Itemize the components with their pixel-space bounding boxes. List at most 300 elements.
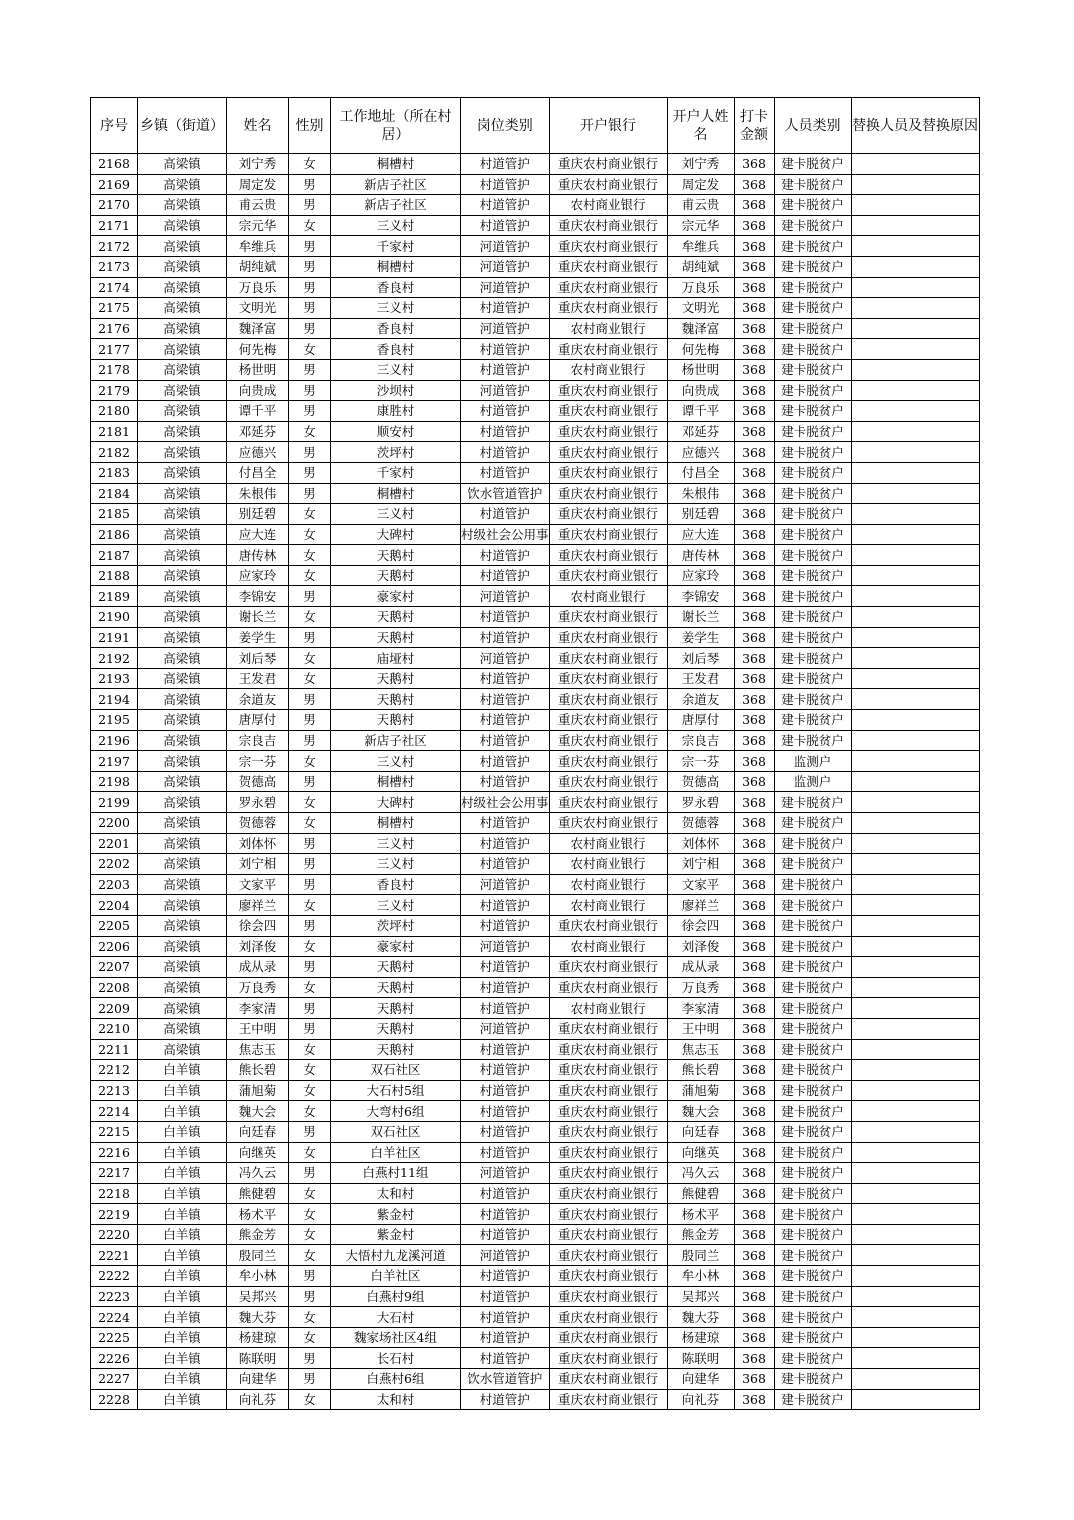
cell-amount: 368: [734, 421, 774, 442]
cell-gender: 男: [289, 998, 331, 1019]
cell-work-address: 天鹅村: [331, 668, 461, 689]
cell-work-address: 三义村: [331, 359, 461, 380]
cell-town: 高梁镇: [138, 565, 227, 586]
cell-work-address: 豪家村: [331, 936, 461, 957]
cell-town: 高梁镇: [138, 648, 227, 669]
cell-replacement: [851, 1101, 979, 1122]
cell-account-holder: 周定发: [667, 174, 734, 195]
cell-work-address: 白燕村9组: [331, 1286, 461, 1307]
cell-replacement: [851, 565, 979, 586]
cell-seq: 2219: [91, 1204, 138, 1225]
cell-post-type: 河道管护: [461, 236, 550, 257]
cell-person-category: 建卡脱贫户: [774, 256, 851, 277]
cell-work-address: 豪家村: [331, 586, 461, 607]
cell-amount: 368: [734, 195, 774, 216]
cell-name: 向廷春: [227, 1121, 289, 1142]
cell-seq: 2170: [91, 195, 138, 216]
table-row: [91, 1121, 980, 1142]
cell-amount: 368: [734, 998, 774, 1019]
cell-post-type: 村道管护: [461, 565, 550, 586]
header-amount: 打卡金额: [734, 98, 774, 154]
table-row: [91, 874, 980, 895]
cell-replacement: [851, 1039, 979, 1060]
cell-post-type: 村道管护: [461, 421, 550, 442]
cell-replacement: [851, 380, 979, 401]
cell-amount: 368: [734, 1307, 774, 1328]
cell-person-category: 建卡脱贫户: [774, 154, 851, 175]
cell-bank: 重庆农村商业银行: [549, 380, 667, 401]
cell-post-type: 河道管护: [461, 380, 550, 401]
cell-seq: 2220: [91, 1224, 138, 1245]
cell-person-category: 建卡脱贫户: [774, 524, 851, 545]
cell-town: 高梁镇: [138, 462, 227, 483]
table-row: [91, 1039, 980, 1060]
cell-account-holder: 谭千平: [667, 401, 734, 422]
cell-account-holder: 贺德高: [667, 771, 734, 792]
cell-name: 甫云贵: [227, 195, 289, 216]
cell-gender: 女: [289, 1142, 331, 1163]
cell-town: 高梁镇: [138, 421, 227, 442]
cell-seq: 2221: [91, 1245, 138, 1266]
cell-person-category: 建卡脱贫户: [774, 854, 851, 875]
cell-replacement: [851, 813, 979, 834]
cell-replacement: [851, 1327, 979, 1348]
cell-amount: 368: [734, 730, 774, 751]
cell-person-category: 建卡脱贫户: [774, 236, 851, 257]
cell-gender: 女: [289, 545, 331, 566]
cell-replacement: [851, 1224, 979, 1245]
cell-bank: 重庆农村商业银行: [549, 1327, 667, 1348]
cell-replacement: [851, 792, 979, 813]
cell-work-address: 香良村: [331, 277, 461, 298]
cell-account-holder: 万良秀: [667, 977, 734, 998]
table-row: [91, 710, 980, 731]
cell-account-holder: 刘后琴: [667, 648, 734, 669]
cell-account-holder: 成从录: [667, 957, 734, 978]
cell-seq: 2173: [91, 256, 138, 277]
cell-bank: 重庆农村商业银行: [549, 1183, 667, 1204]
cell-work-address: 天鹅村: [331, 998, 461, 1019]
cell-gender: 男: [289, 771, 331, 792]
cell-bank: 农村商业银行: [549, 998, 667, 1019]
cell-amount: 368: [734, 277, 774, 298]
cell-bank: 重庆农村商业银行: [549, 915, 667, 936]
table-row: [91, 936, 980, 957]
cell-name: 宗一芬: [227, 751, 289, 772]
table-row: [91, 1307, 980, 1328]
cell-work-address: 香良村: [331, 874, 461, 895]
cell-work-address: 新店子社区: [331, 195, 461, 216]
cell-account-holder: 冯久云: [667, 1163, 734, 1184]
cell-bank: 重庆农村商业银行: [549, 813, 667, 834]
cell-gender: 男: [289, 586, 331, 607]
header-work-address: 工作地址（所在村居）: [331, 98, 461, 154]
cell-person-category: 建卡脱贫户: [774, 833, 851, 854]
cell-name: 余道友: [227, 689, 289, 710]
cell-amount: 368: [734, 689, 774, 710]
cell-amount: 368: [734, 174, 774, 195]
cell-post-type: 饮水管道管护: [461, 1369, 550, 1390]
cell-bank: 农村商业银行: [549, 195, 667, 216]
table-row: [91, 236, 980, 257]
cell-bank: 农村商业银行: [549, 318, 667, 339]
cell-account-holder: 罗永碧: [667, 792, 734, 813]
table-row: [91, 359, 980, 380]
cell-name: 胡纯斌: [227, 256, 289, 277]
cell-seq: 2181: [91, 421, 138, 442]
cell-gender: 男: [289, 1286, 331, 1307]
cell-work-address: 桐槽村: [331, 813, 461, 834]
cell-work-address: 天鹅村: [331, 957, 461, 978]
table-row: [91, 195, 980, 216]
cell-replacement: [851, 936, 979, 957]
table-row: [91, 1348, 980, 1369]
table-row: [91, 442, 980, 463]
cell-amount: 368: [734, 1060, 774, 1081]
cell-replacement: [851, 483, 979, 504]
cell-replacement: [851, 895, 979, 916]
cell-town: 高梁镇: [138, 380, 227, 401]
cell-bank: 重庆农村商业银行: [549, 174, 667, 195]
cell-work-address: 茨坪村: [331, 915, 461, 936]
cell-town: 高梁镇: [138, 833, 227, 854]
cell-seq: 2203: [91, 874, 138, 895]
cell-post-type: 村道管护: [461, 895, 550, 916]
cell-post-type: 河道管护: [461, 277, 550, 298]
cell-name: 谭千平: [227, 401, 289, 422]
cell-amount: 368: [734, 483, 774, 504]
cell-seq: 2176: [91, 318, 138, 339]
cell-amount: 368: [734, 1101, 774, 1122]
cell-person-category: 建卡脱贫户: [774, 565, 851, 586]
cell-person-category: 建卡脱贫户: [774, 1348, 851, 1369]
cell-seq: 2185: [91, 504, 138, 525]
cell-bank: 农村商业银行: [549, 586, 667, 607]
cell-work-address: 双石社区: [331, 1121, 461, 1142]
cell-seq: 2222: [91, 1266, 138, 1287]
cell-person-category: 建卡脱贫户: [774, 401, 851, 422]
cell-gender: 男: [289, 833, 331, 854]
cell-town: 高梁镇: [138, 895, 227, 916]
cell-amount: 368: [734, 401, 774, 422]
cell-amount: 368: [734, 545, 774, 566]
cell-account-holder: 宗元华: [667, 215, 734, 236]
cell-name: 邓延芬: [227, 421, 289, 442]
cell-account-holder: 应大连: [667, 524, 734, 545]
table-row: [91, 730, 980, 751]
cell-account-holder: 文明光: [667, 298, 734, 319]
cell-person-category: 建卡脱贫户: [774, 318, 851, 339]
cell-work-address: 大碑村: [331, 792, 461, 813]
cell-person-category: 建卡脱贫户: [774, 1266, 851, 1287]
cell-replacement: [851, 1018, 979, 1039]
cell-account-holder: 杨世明: [667, 359, 734, 380]
cell-post-type: 村道管护: [461, 1327, 550, 1348]
cell-replacement: [851, 359, 979, 380]
cell-person-category: 建卡脱贫户: [774, 998, 851, 1019]
cell-name: 王发君: [227, 668, 289, 689]
cell-replacement: [851, 1183, 979, 1204]
cell-gender: 女: [289, 1101, 331, 1122]
table-row: [91, 1018, 980, 1039]
cell-seq: 2207: [91, 957, 138, 978]
cell-post-type: 村道管护: [461, 215, 550, 236]
cell-gender: 女: [289, 1307, 331, 1328]
cell-work-address: 大悟村九龙溪河道: [331, 1245, 461, 1266]
cell-bank: 重庆农村商业银行: [549, 1039, 667, 1060]
cell-post-type: 村道管护: [461, 854, 550, 875]
cell-post-type: 村道管护: [461, 813, 550, 834]
cell-work-address: 太和村: [331, 1389, 461, 1410]
cell-town: 高梁镇: [138, 710, 227, 731]
cell-gender: 男: [289, 874, 331, 895]
cell-post-type: 村道管护: [461, 504, 550, 525]
cell-post-type: 饮水管道管护: [461, 483, 550, 504]
cell-person-category: 建卡脱贫户: [774, 421, 851, 442]
cell-seq: 2204: [91, 895, 138, 916]
cell-bank: 重庆农村商业银行: [549, 730, 667, 751]
cell-name: 李家清: [227, 998, 289, 1019]
cell-seq: 2210: [91, 1018, 138, 1039]
cell-bank: 重庆农村商业银行: [549, 627, 667, 648]
cell-work-address: 三义村: [331, 504, 461, 525]
cell-work-address: 三义村: [331, 751, 461, 772]
cell-work-address: 天鹅村: [331, 1039, 461, 1060]
cell-replacement: [851, 462, 979, 483]
cell-replacement: [851, 154, 979, 175]
cell-bank: 重庆农村商业银行: [549, 504, 667, 525]
cell-town: 高梁镇: [138, 174, 227, 195]
cell-seq: 2224: [91, 1307, 138, 1328]
cell-gender: 女: [289, 751, 331, 772]
cell-post-type: 村道管护: [461, 1286, 550, 1307]
cell-work-address: 天鹅村: [331, 565, 461, 586]
table-row: [91, 1245, 980, 1266]
cell-name: 熊长碧: [227, 1060, 289, 1081]
cell-bank: 重庆农村商业银行: [549, 277, 667, 298]
cell-person-category: 建卡脱贫户: [774, 1183, 851, 1204]
table-row: [91, 957, 980, 978]
cell-name: 刘体怀: [227, 833, 289, 854]
cell-gender: 女: [289, 421, 331, 442]
cell-name: 杨术平: [227, 1204, 289, 1225]
cell-work-address: 天鹅村: [331, 607, 461, 628]
table-row: [91, 771, 980, 792]
cell-person-category: 建卡脱贫户: [774, 792, 851, 813]
cell-replacement: [851, 977, 979, 998]
cell-seq: 2206: [91, 936, 138, 957]
cell-person-category: 建卡脱贫户: [774, 1327, 851, 1348]
cell-seq: 2217: [91, 1163, 138, 1184]
cell-post-type: 村道管护: [461, 1266, 550, 1287]
cell-town: 白羊镇: [138, 1101, 227, 1122]
cell-replacement: [851, 1389, 979, 1410]
cell-work-address: 天鹅村: [331, 977, 461, 998]
cell-account-holder: 魏大芬: [667, 1307, 734, 1328]
cell-work-address: 香良村: [331, 339, 461, 360]
cell-post-type: 村道管护: [461, 998, 550, 1019]
table-row: [91, 277, 980, 298]
cell-bank: 重庆农村商业银行: [549, 792, 667, 813]
cell-name: 别廷碧: [227, 504, 289, 525]
cell-replacement: [851, 504, 979, 525]
cell-replacement: [851, 1348, 979, 1369]
cell-account-holder: 熊长碧: [667, 1060, 734, 1081]
cell-work-address: 大碑村: [331, 524, 461, 545]
cell-town: 高梁镇: [138, 339, 227, 360]
cell-gender: 男: [289, 854, 331, 875]
cell-account-holder: 刘宁相: [667, 854, 734, 875]
cell-person-category: 建卡脱贫户: [774, 1369, 851, 1390]
cell-replacement: [851, 627, 979, 648]
cell-seq: 2212: [91, 1060, 138, 1081]
header-town: 乡镇（街道）: [138, 98, 227, 154]
cell-gender: 女: [289, 339, 331, 360]
cell-name: 万良秀: [227, 977, 289, 998]
cell-town: 高梁镇: [138, 586, 227, 607]
cell-gender: 男: [289, 277, 331, 298]
cell-town: 高梁镇: [138, 771, 227, 792]
cell-name: 向礼芬: [227, 1389, 289, 1410]
cell-gender: 男: [289, 1163, 331, 1184]
cell-bank: 重庆农村商业银行: [549, 298, 667, 319]
cell-bank: 重庆农村商业银行: [549, 1245, 667, 1266]
table-row: [91, 154, 980, 175]
table-row: [91, 565, 980, 586]
table-row: [91, 1163, 980, 1184]
cell-person-category: 建卡脱贫户: [774, 1142, 851, 1163]
cell-account-holder: 唐厚付: [667, 710, 734, 731]
cell-town: 白羊镇: [138, 1307, 227, 1328]
cell-work-address: 天鹅村: [331, 545, 461, 566]
cell-town: 高梁镇: [138, 1018, 227, 1039]
cell-amount: 368: [734, 1389, 774, 1410]
cell-seq: 2225: [91, 1327, 138, 1348]
cell-seq: 2223: [91, 1286, 138, 1307]
cell-name: 向继英: [227, 1142, 289, 1163]
cell-bank: 重庆农村商业银行: [549, 1060, 667, 1081]
cell-account-holder: 宗良吉: [667, 730, 734, 751]
cell-work-address: 三义村: [331, 895, 461, 916]
cell-bank: 重庆农村商业银行: [549, 977, 667, 998]
cell-name: 蒲旭菊: [227, 1080, 289, 1101]
cell-seq: 2211: [91, 1039, 138, 1060]
cell-person-category: 建卡脱贫户: [774, 277, 851, 298]
cell-account-holder: 文家平: [667, 874, 734, 895]
cell-post-type: 村道管护: [461, 627, 550, 648]
cell-work-address: 天鹅村: [331, 1018, 461, 1039]
cell-account-holder: 胡纯斌: [667, 256, 734, 277]
cell-post-type: 村道管护: [461, 462, 550, 483]
cell-amount: 368: [734, 524, 774, 545]
cell-gender: 男: [289, 174, 331, 195]
cell-name: 宗良吉: [227, 730, 289, 751]
cell-person-category: 建卡脱贫户: [774, 957, 851, 978]
cell-account-holder: 吴邦兴: [667, 1286, 734, 1307]
cell-name: 向建华: [227, 1369, 289, 1390]
cell-bank: 农村商业银行: [549, 359, 667, 380]
cell-town: 高梁镇: [138, 936, 227, 957]
cell-account-holder: 刘宁秀: [667, 154, 734, 175]
cell-account-holder: 牟小林: [667, 1266, 734, 1287]
cell-amount: 368: [734, 854, 774, 875]
cell-person-category: 建卡脱贫户: [774, 504, 851, 525]
cell-bank: 重庆农村商业银行: [549, 401, 667, 422]
cell-town: 白羊镇: [138, 1266, 227, 1287]
cell-replacement: [851, 298, 979, 319]
cell-name: 陈联明: [227, 1348, 289, 1369]
cell-amount: 368: [734, 874, 774, 895]
cell-replacement: [851, 256, 979, 277]
cell-bank: 重庆农村商业银行: [549, 710, 667, 731]
table-row: [91, 627, 980, 648]
cell-post-type: 村道管护: [461, 751, 550, 772]
cell-work-address: 三义村: [331, 833, 461, 854]
cell-person-category: 建卡脱贫户: [774, 1163, 851, 1184]
cell-replacement: [851, 1121, 979, 1142]
cell-town: 高梁镇: [138, 751, 227, 772]
cell-post-type: 村道管护: [461, 977, 550, 998]
cell-post-type: 村道管护: [461, 298, 550, 319]
table-row: [91, 751, 980, 772]
cell-person-category: 建卡脱贫户: [774, 1018, 851, 1039]
cell-person-category: 建卡脱贫户: [774, 977, 851, 998]
cell-seq: 2202: [91, 854, 138, 875]
cell-post-type: 村道管护: [461, 1204, 550, 1225]
cell-bank: 重庆农村商业银行: [549, 236, 667, 257]
cell-gender: 男: [289, 462, 331, 483]
cell-work-address: 顺安村: [331, 421, 461, 442]
roster-table: [90, 97, 980, 1410]
cell-bank: 重庆农村商业银行: [549, 442, 667, 463]
cell-post-type: 村道管护: [461, 1121, 550, 1142]
cell-work-address: 太和村: [331, 1183, 461, 1204]
cell-bank: 重庆农村商业银行: [549, 256, 667, 277]
cell-post-type: 村道管护: [461, 957, 550, 978]
table-row: [91, 813, 980, 834]
table-row: [91, 462, 980, 483]
cell-work-address: 白羊社区: [331, 1266, 461, 1287]
cell-amount: 368: [734, 895, 774, 916]
cell-work-address: 天鹅村: [331, 689, 461, 710]
table-row: [91, 977, 980, 998]
cell-name: 宗元华: [227, 215, 289, 236]
cell-post-type: 村道管护: [461, 1142, 550, 1163]
cell-seq: 2179: [91, 380, 138, 401]
cell-person-category: 建卡脱贫户: [774, 380, 851, 401]
cell-post-type: 村道管护: [461, 359, 550, 380]
header-name: 姓名: [227, 98, 289, 154]
cell-replacement: [851, 1369, 979, 1390]
cell-post-type: 村道管护: [461, 668, 550, 689]
cell-person-category: 建卡脱贫户: [774, 1121, 851, 1142]
cell-person-category: 建卡脱贫户: [774, 689, 851, 710]
cell-seq: 2186: [91, 524, 138, 545]
cell-gender: 男: [289, 195, 331, 216]
cell-town: 高梁镇: [138, 813, 227, 834]
cell-account-holder: 陈联明: [667, 1348, 734, 1369]
cell-amount: 368: [734, 648, 774, 669]
cell-replacement: [851, 751, 979, 772]
cell-post-type: 村道管护: [461, 339, 550, 360]
cell-bank: 农村商业银行: [549, 936, 667, 957]
cell-replacement: [851, 668, 979, 689]
cell-town: 高梁镇: [138, 730, 227, 751]
cell-name: 刘后琴: [227, 648, 289, 669]
cell-amount: 368: [734, 339, 774, 360]
cell-name: 谢长兰: [227, 607, 289, 628]
cell-work-address: 大石村: [331, 1307, 461, 1328]
